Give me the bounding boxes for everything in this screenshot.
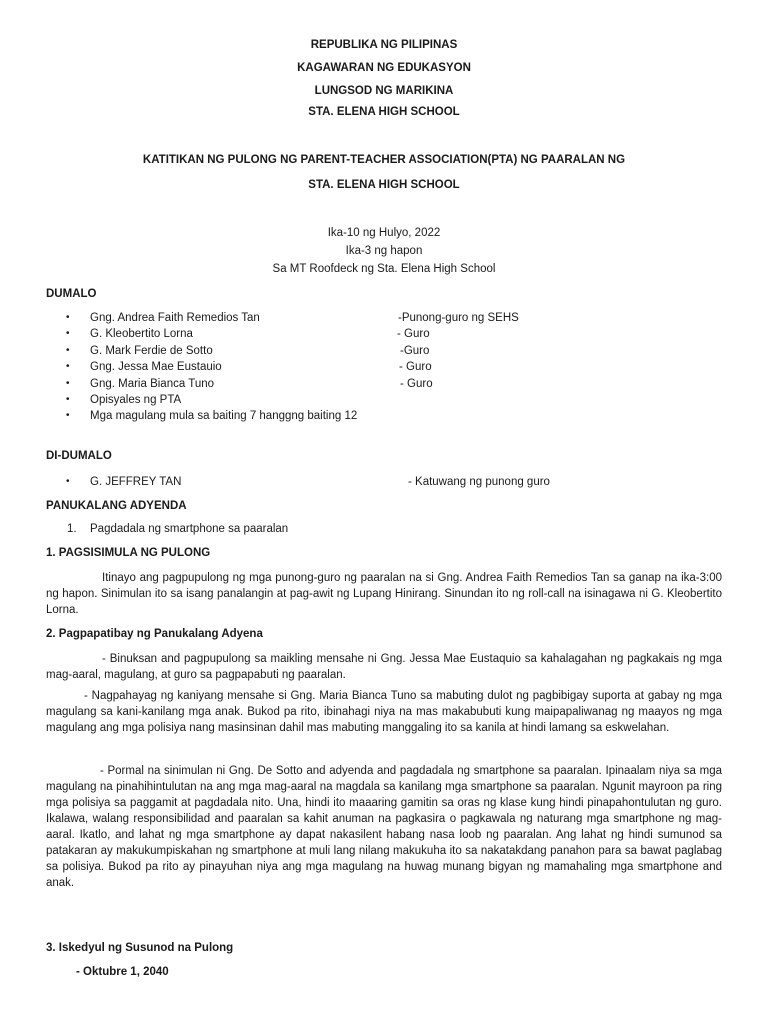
attendee-role: - Guro <box>397 328 430 340</box>
absentee-role: - Katuwang ng punong guro <box>408 476 550 488</box>
absentee-name: G. JEFFREY TAN <box>90 476 182 488</box>
agenda-heading: PANUKALANG ADYENDA <box>46 500 187 512</box>
absentees-heading: DI-DUMALO <box>46 450 112 462</box>
bullet-icon: • <box>66 410 70 421</box>
bullet-icon: • <box>66 394 70 405</box>
agenda-item-text: Pagdadala ng smartphone sa paaralan <box>90 523 289 535</box>
meeting-venue: Sa MT Roofdeck ng Sta. Elena High School <box>272 263 496 275</box>
section1-paragraph: Itinayo ang pagpupulong ng mga punong-guro ng paaralan na si Gng. Andrea Faith Remedios Tan sa ganap na ika-3:00 ng hapon. Sinimulan ito sa isang panalangin at pag-awit ng Lupang Hinirang. Sinundan ito ng roll-call na isinagawa ni G. Kleobertito Lorna. <box>46 572 722 616</box>
attendee-name: Gng. Maria Bianca Tuno <box>90 378 215 390</box>
section3-heading: 3. Iskedyul ng Susunod na Pulong <box>46 942 234 954</box>
document-title-line1: KATITIKAN NG PULONG NG PARENT-TEACHER ASSOCIATION(PTA) NG PAARALAN NG <box>142 154 626 166</box>
attendee-name: Opisyales ng PTA <box>90 394 182 406</box>
meeting-date: Ika-10 ng Hulyo, 2022 <box>327 227 441 239</box>
header-republic: REPUBLIKA NG PILIPINAS <box>310 39 458 51</box>
bullet-icon: • <box>66 378 70 389</box>
bullet-icon: • <box>66 328 70 339</box>
attendee-role: - Guro <box>400 378 433 390</box>
attendees-heading: DUMALO <box>46 288 97 300</box>
attendee-name: Mga magulang mula sa baiting 7 hanggng baiting 12 <box>90 410 358 422</box>
attendee-name: G. Kleobertito Lorna <box>90 328 193 340</box>
bullet-icon: • <box>66 345 70 356</box>
section2-paragraph: - Nagpahayag ng kaniyang mensahe si Gng. Maria Bianca Tuno sa mabuting dulot ng pagbibigay suporta at gabay ng mga magulang sa kani-kanilang mga anak. Bukod pa rito, ibinahagi niya na mas makabubuti kung maipapaliwanag ng maayos ng mga magulang ang mga polisiya nang masinsinan dahil mas mabuting manggaling ito sa kanila at hindi lamang sa eskwelahan. <box>46 690 722 734</box>
meeting-time: Ika-3 ng hapon <box>345 245 423 257</box>
attendee-role: -Guro <box>400 345 430 357</box>
header-school: STA. ELENA HIGH SCHOOL <box>308 106 460 118</box>
attendee-role: -Punong-guro ng SEHS <box>398 312 519 324</box>
attendee-name: Gng. Andrea Faith Remedios Tan <box>90 312 260 324</box>
next-meeting-date: - Oktubre 1, 2040 <box>76 966 169 978</box>
agenda-item-number: 1. <box>67 523 77 535</box>
attendee-role: - Guro <box>399 361 432 373</box>
bullet-icon: • <box>66 312 70 323</box>
header-city: LUNGSOD NG MARIKINA <box>314 85 454 97</box>
bullet-icon: • <box>66 361 70 372</box>
section2-paragraph: - Binuksan and pagpupulong sa maikling mensahe ni Gng. Jessa Mae Eustaquio sa kahalagahan ng pagkakais ng mga mag-aaral, magulang, at guro sa pagpapabuti ng paaralan. <box>46 653 722 681</box>
header-department: KAGAWARAN NG EDUKASYON <box>297 62 471 74</box>
section2-paragraph: - Pormal na sinimulan ni Gng. De Sotto and adyenda and pagdadala ng smartphone sa paaralan. Ipinaalam niya sa mga magulang na pinahihintulutan na ang mga mag-aaral na magdala sa kanilang mga smartphone sa paaralan. Ngunit mayroon pa ring mga polisiya sa paggamit at pagdadala nito. Una, hindi ito maaaring gamitin sa oras ng klase kung hindi pinapahontulutan ng guro. Ikalawa, walang responsibilidad and paaralan sa kahit anuman na pagkasira o pagkawala ng naturang mga smartphone ng mag-aaral. Ikatlo, and lahat ng mga smartphone ay dapat nakasilent habang nasa loob ng paaralan. Ang lahat ng hindi sumunod sa patakaran ay makukumpiskahan ng smartphone at muli lang nilang makukuha ito sa nakatakdang panahon para sa bawat paglabag sa polisiya. Bukod pa rito ay pinayuhan niya ang mga magulang na huwag munang bigyan ng mamahaling mga smartphone and anak. <box>46 765 722 889</box>
section1-heading: 1. PAGSISIMULA NG PULONG <box>46 547 211 559</box>
bullet-icon: • <box>66 476 70 487</box>
document-title-line2: STA. ELENA HIGH SCHOOL <box>308 179 460 191</box>
section2-heading: 2. Pagpapatibay ng Panukalang Adyena <box>46 628 263 640</box>
attendee-name: Gng. Jessa Mae Eustauio <box>90 361 222 373</box>
attendee-name: G. Mark Ferdie de Sotto <box>90 345 213 357</box>
